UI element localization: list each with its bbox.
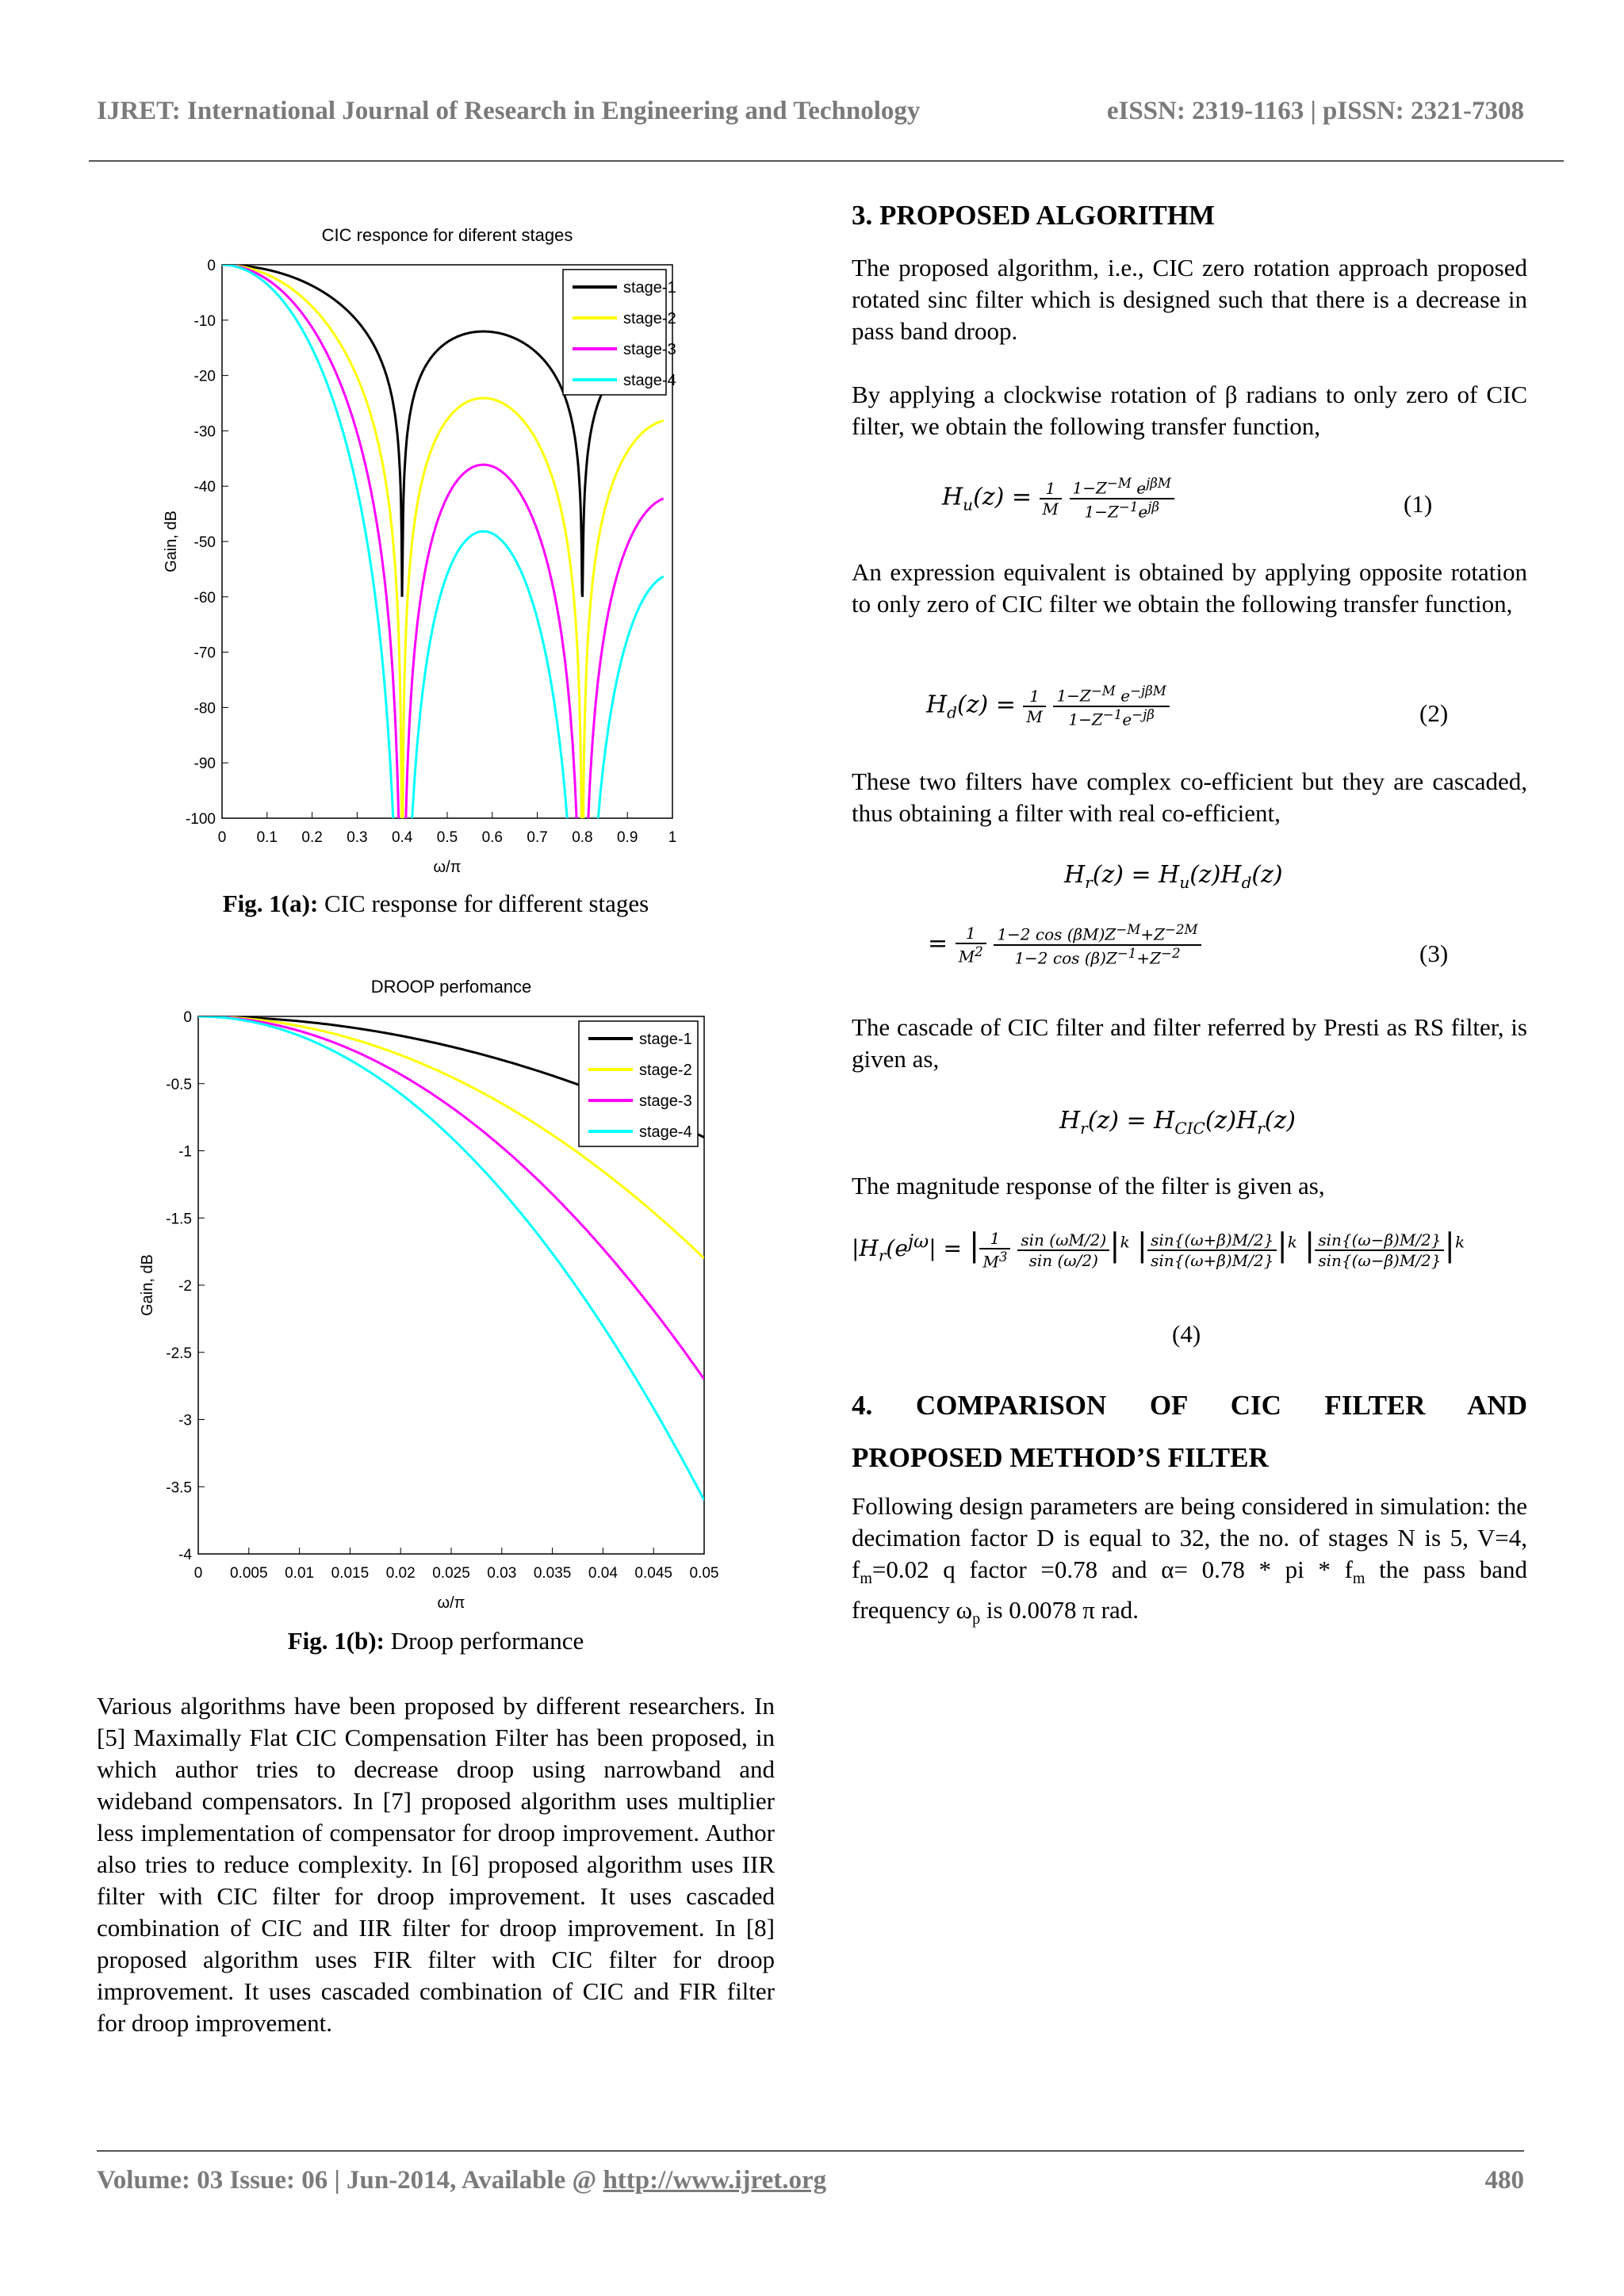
chart-title: DROOP perfomance	[370, 977, 532, 997]
header-rule	[89, 160, 1564, 162]
figure-1a-chart	[151, 208, 706, 886]
x-tick-label: 0.3	[347, 829, 368, 846]
x-tick-label: 0.015	[331, 1565, 370, 1582]
equation-1-number: (1)	[1404, 490, 1433, 518]
x-axis-label: ω/π	[433, 859, 462, 876]
legend-label-stage-4: stage-4	[623, 372, 676, 389]
section-4-p1-part-d: is 0.0078 π rad.	[980, 1596, 1139, 1624]
legend-label-stage-2: stage-2	[623, 310, 676, 327]
x-tick-label: 0.8	[572, 829, 593, 846]
section-4-p1-part-a: Following design parameters are being considered in simulation: the decimation factor D is equal to 32, the no. of stages N is 5, V=4, f	[852, 1492, 1527, 1583]
legend	[563, 270, 676, 395]
figure-1b-label: Fig. 1(b):	[287, 1627, 385, 1655]
figure-1a-label: Fig. 1(a):	[222, 890, 319, 917]
x-tick-label: 0.2	[301, 829, 323, 846]
journal-name: IJRET: International Journal of Research in Engineering and Technology	[97, 97, 921, 125]
section-3-lower	[852, 766, 1527, 829]
figure-1a-text: CIC response for different stages	[318, 890, 649, 917]
legend-label-stage-4: stage-4	[639, 1123, 692, 1141]
section-3-rs	[852, 1012, 1527, 1075]
y-tick-label: -4	[178, 1547, 192, 1563]
x-tick-label: 0.6	[481, 829, 504, 846]
section-4-heading-line1: 4. COMPARISON OF CIC FILTER AND	[852, 1390, 1527, 1421]
footer-volume-text: Volume: 03 Issue: 06 | Jun-2014, Available @	[97, 2166, 603, 2195]
y-tick-label: -2	[178, 1278, 192, 1295]
x-axis-label: ω/π	[437, 1594, 465, 1612]
issn: eISSN: 2319-1163 | pISSN: 2321-7308	[1106, 97, 1524, 125]
y-tick-label: -40	[193, 479, 216, 496]
section-4-sub-m2: m	[1352, 1570, 1365, 1588]
y-tick-label: -80	[193, 700, 216, 718]
section-3-p5: The cascade of CIC filter and filter referred by Presti as RS filter, is given as,	[852, 1013, 1527, 1073]
figure-1b-caption	[97, 1627, 775, 1655]
legend-label-stage-1: stage-1	[639, 1031, 692, 1048]
y-tick-label: -3	[178, 1412, 192, 1429]
x-tick-label: 0.005	[230, 1565, 268, 1582]
page-footer	[97, 2166, 1524, 2195]
y-tick-label: -3.5	[166, 1479, 192, 1497]
legend-label-stage-3: stage-3	[623, 341, 676, 358]
equation-3-number: (3)	[1419, 939, 1449, 967]
section-3-magnitude	[852, 1170, 1527, 1202]
droop-performance-chart	[135, 959, 730, 1633]
figure-1b-chart	[135, 959, 730, 1637]
equation-4: $|H_r(e^{j\omega}|$ = | $\frac{1}{M^3}$ $\frac{\sin (\omega M/2)}{\sin (\omega/2)}$ $|^k$ | $\frac{\sin\{(\omega+\beta)M/2\}}{\sin\{(\omega+\beta)M/2\}}$ $|^k$ | $\frac{\sin\{(\omega-\beta)M/2\}}{\sin\{(\omega-\beta)M/2\}}$ $|^k$	[852, 1227, 1465, 1272]
legend	[579, 1021, 698, 1146]
x-tick-label: 0.7	[527, 829, 548, 846]
section-4-sub-m1: m	[860, 1570, 872, 1588]
y-axis-label: Gain, dB	[139, 1254, 156, 1316]
y-tick-label: -100	[185, 811, 216, 828]
x-tick-label: 0.045	[634, 1565, 672, 1582]
section-3-heading: 3. PROPOSED ALGORITHM	[852, 200, 1215, 231]
legend-label-stage-3: stage-3	[639, 1093, 692, 1110]
y-tick-label: -70	[193, 645, 216, 662]
footer-link[interactable]: http://www.ijret.org	[603, 2166, 827, 2195]
y-tick-label: 0	[207, 258, 216, 274]
x-tick-label: 1	[668, 829, 677, 846]
equation-cascade: $H_r(z) = H_u(z)H_d(z)$	[1064, 861, 1283, 892]
x-tick-label: 0.035	[533, 1565, 572, 1582]
section-4-p1	[852, 1490, 1527, 1635]
x-tick-label: 0.04	[588, 1565, 618, 1582]
section-4-heading-line2: PROPOSED METHOD’S FILTER	[852, 1442, 1269, 1473]
figure-1b-text: Droop performance	[384, 1627, 584, 1655]
x-tick-label: 0.03	[487, 1565, 517, 1582]
legend-label-stage-1: stage-1	[623, 279, 676, 297]
equation-1: $H_u(z)$ = $\frac{1}{M}$ $\frac{1-Z^{-M} e^{j\beta M}}{1-Z^{-1}e^{j\beta}}$	[942, 476, 1174, 521]
y-tick-label: -10	[193, 312, 216, 330]
x-tick-label: 0.025	[432, 1565, 470, 1582]
figure-1a-caption	[97, 890, 775, 918]
section-3-p3: An expression equivalent is obtained by applying opposite rotation to only zero of CIC filter we obtain the following transfer function,	[852, 558, 1527, 618]
y-tick-label: -2.5	[166, 1345, 192, 1362]
equation-3: = $\frac{1}{M^2}$ $\frac{1-2 \cos (\beta M)Z^{-M}+Z^{-2M}}{1-2 \cos (\beta)Z^{-1}+Z^{-2}}$	[928, 922, 1201, 967]
x-tick-label: 0.5	[436, 829, 458, 846]
y-tick-label: -30	[193, 423, 216, 441]
y-axis-label: Gain, dB	[163, 511, 180, 572]
section-3-p6: The magnitude response of the filter is given as,	[852, 1172, 1325, 1200]
y-tick-label: -0.5	[166, 1076, 192, 1093]
x-tick-label: 0.01	[285, 1565, 315, 1582]
x-tick-label: 0.05	[689, 1565, 719, 1582]
related-work-paragraph: Various algorithms have been proposed by different researchers. In [5] Maximally Flat CIC Compensation Filter has been proposed, in which author tries to decrease droop using narrowband and wideband compensators. In [7] proposed algorithm uses multiplier less implementation of compensator for droop improvement. Author also tries to reduce complexity. In [6] proposed algorithm uses IIR filter with CIC filter for droop improvement. It uses cascaded combination of CIC and IIR filter for droop improvement. In [8] proposed algorithm uses FIR filter with CIC filter for droop improvement. It uses cascaded combination of CIC and FIR filter for droop improvement.	[97, 1692, 775, 2037]
section-4-sub-p: p	[972, 1610, 981, 1628]
section-4	[852, 1380, 1527, 1635]
y-tick-label: -90	[193, 756, 216, 773]
cic-response-chart	[151, 208, 706, 882]
section-3-p1: The proposed algorithm, i.e., CIC zero rotation approach proposed rotated sinc filter which is designed such that there is a decrease in pass band droop.	[852, 254, 1527, 345]
x-tick-label: 0.4	[391, 829, 413, 846]
y-tick-label: 0	[183, 1009, 192, 1026]
section-3-p2: By applying a clockwise rotation of β radians to only zero of CIC filter, we obtain the following transfer function,	[852, 381, 1527, 440]
page-number: 480	[1484, 2166, 1524, 2195]
section-3-p4: These two filters have complex co-efficient but they are cascaded, thus obtaining a filter with real co-efficient,	[852, 767, 1527, 827]
section-4-p1-part-c: the pass band frequency ω	[852, 1556, 1527, 1624]
section-4-p1-part-b: =0.02 q factor =0.78 and α= 0.78 * pi * f	[871, 1556, 1353, 1583]
footer-rule	[97, 2150, 1524, 2152]
y-tick-label: -60	[193, 589, 216, 607]
chart-title: CIC responce for diferent stages	[321, 225, 573, 245]
x-tick-label: 0	[217, 829, 227, 846]
equation-rs-cascade: $H_r(z) = H_{CIC}(z)H_r(z)$	[1059, 1107, 1297, 1138]
y-tick-label: -50	[193, 534, 216, 551]
page-header	[97, 97, 1524, 126]
footer-volume	[97, 2166, 826, 2195]
y-tick-label: -20	[193, 368, 216, 385]
y-tick-label: -1	[178, 1143, 192, 1161]
x-tick-label: 0.1	[256, 829, 278, 846]
x-tick-label: 0	[193, 1565, 203, 1582]
x-tick-label: 0.9	[616, 829, 638, 846]
right-column	[852, 200, 1527, 442]
legend-label-stage-2: stage-2	[639, 1062, 692, 1079]
equation-2-number: (2)	[1419, 699, 1449, 727]
x-tick-label: 0.02	[385, 1565, 416, 1582]
y-tick-label: -1.5	[166, 1211, 192, 1228]
equation-2: $H_d(z)$ = $\frac{1}{M}$ $\frac{1-Z^{-M} e^{-j\beta M}}{1-Z^{-1}e^{-j\beta}}$	[926, 683, 1170, 729]
equation-4-number: (4)	[1172, 1320, 1201, 1348]
left-column-text	[97, 1690, 775, 2039]
section-3-middle	[852, 557, 1527, 620]
